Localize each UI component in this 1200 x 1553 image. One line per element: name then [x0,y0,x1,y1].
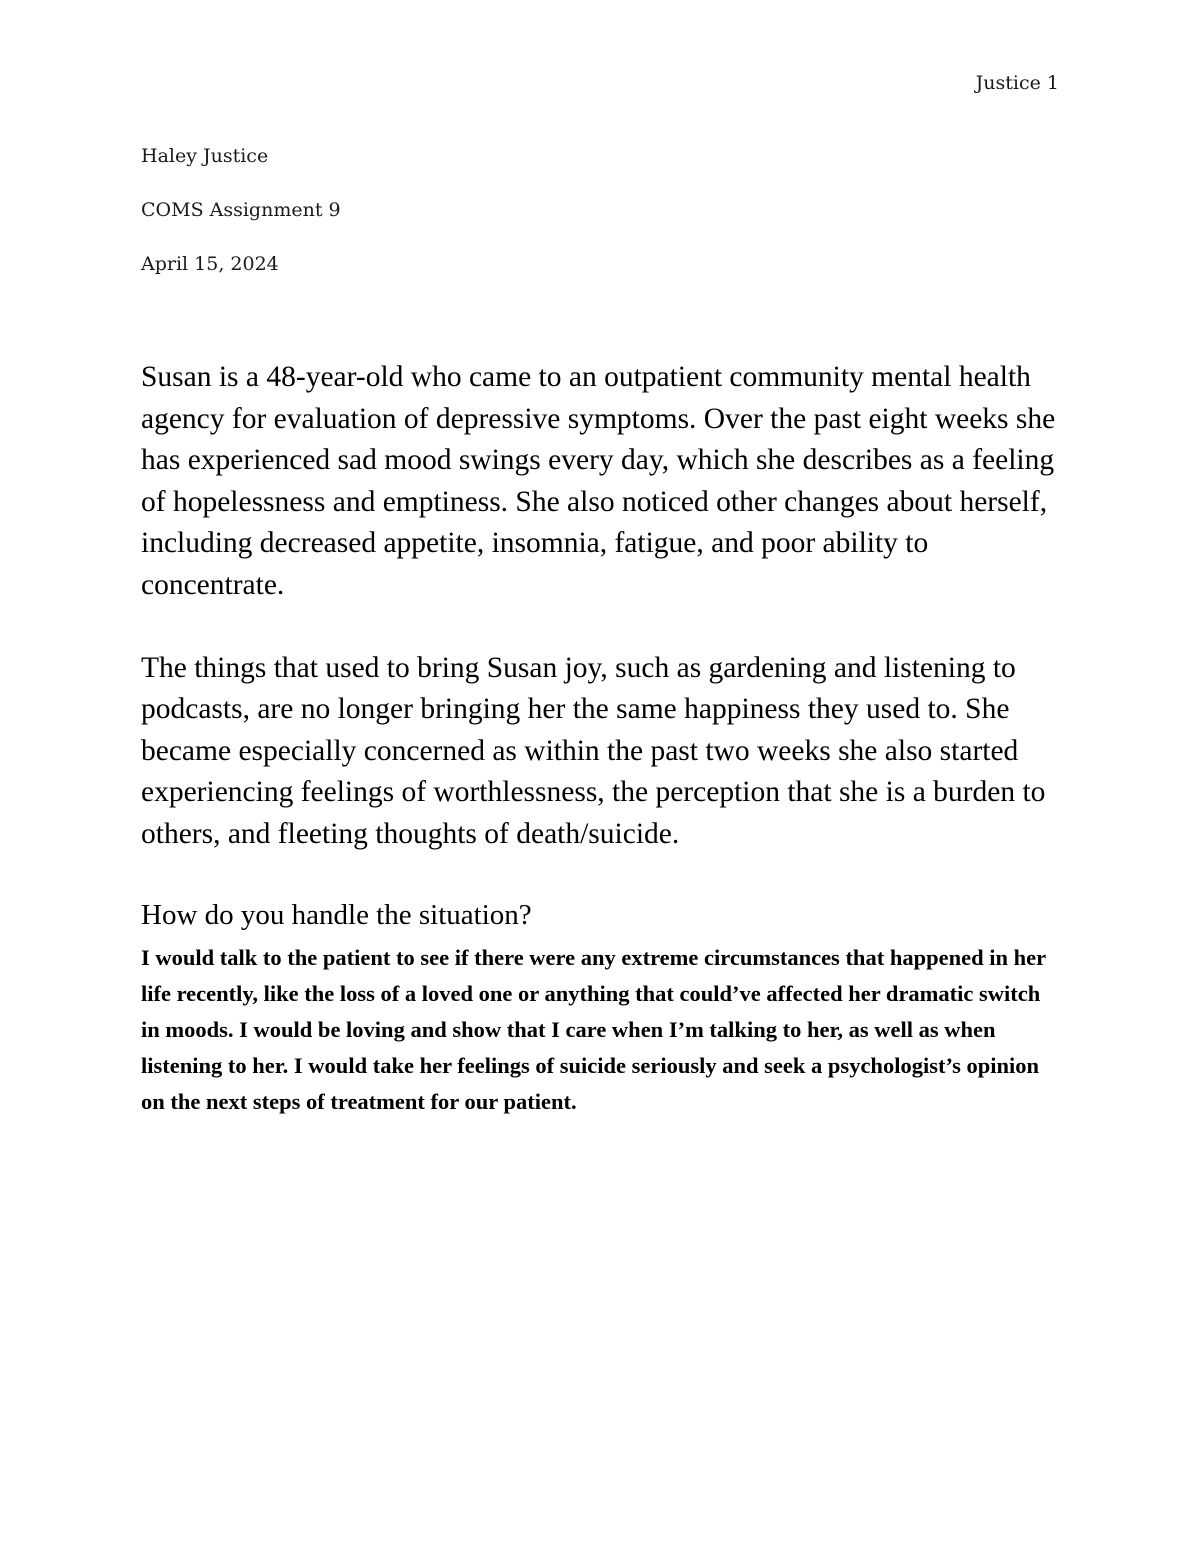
document-date: April 15, 2024 [141,253,279,275]
answer-block [141,940,1061,1120]
document-heading [141,140,341,302]
question-heading: How do you handle the situation? [141,899,532,931]
scenario-paragraph-2: The things that used to bring Susan joy, such as gardening and listening to podcasts, are no longer bringing her the same happiness they used to. She became especially concerned as within the past two weeks she also started experiencing feelings of worthlessness, the perception that she is a burden to others, and fleeting thoughts of death/suicide. [141,651,1046,850]
scenario-paragraph-1: Susan is a 48-year-old who came to an outpatient community mental health agency for evaluation of depressive symptoms. Over the past eight weeks she has experienced sad mood swings every day, which she describes as a feeling of hopelessness and emptiness. She also noticed other changes about herself, including decreased appetite, insomnia, fatigue, and poor ability to concentrate. [141,361,1056,601]
course-title: COMS Assignment 9 [141,199,341,221]
author-name: Haley Justice [141,145,269,167]
page-number: Justice 1 [975,72,1059,94]
answer-paragraph: I would talk to the patient to see if there were any extreme circumstances that happened in her life recently, like the loss of a loved one or anything that could’ve affected her dramatic switch in moods. I would be loving and show that I care when I’m talking to her, as well as when listening to her. I would take her feelings of suicide seriously and seek a psychologist’s opinion on the next steps of treatment for our patient. [141,945,1046,1114]
case-scenario [141,357,1061,897]
